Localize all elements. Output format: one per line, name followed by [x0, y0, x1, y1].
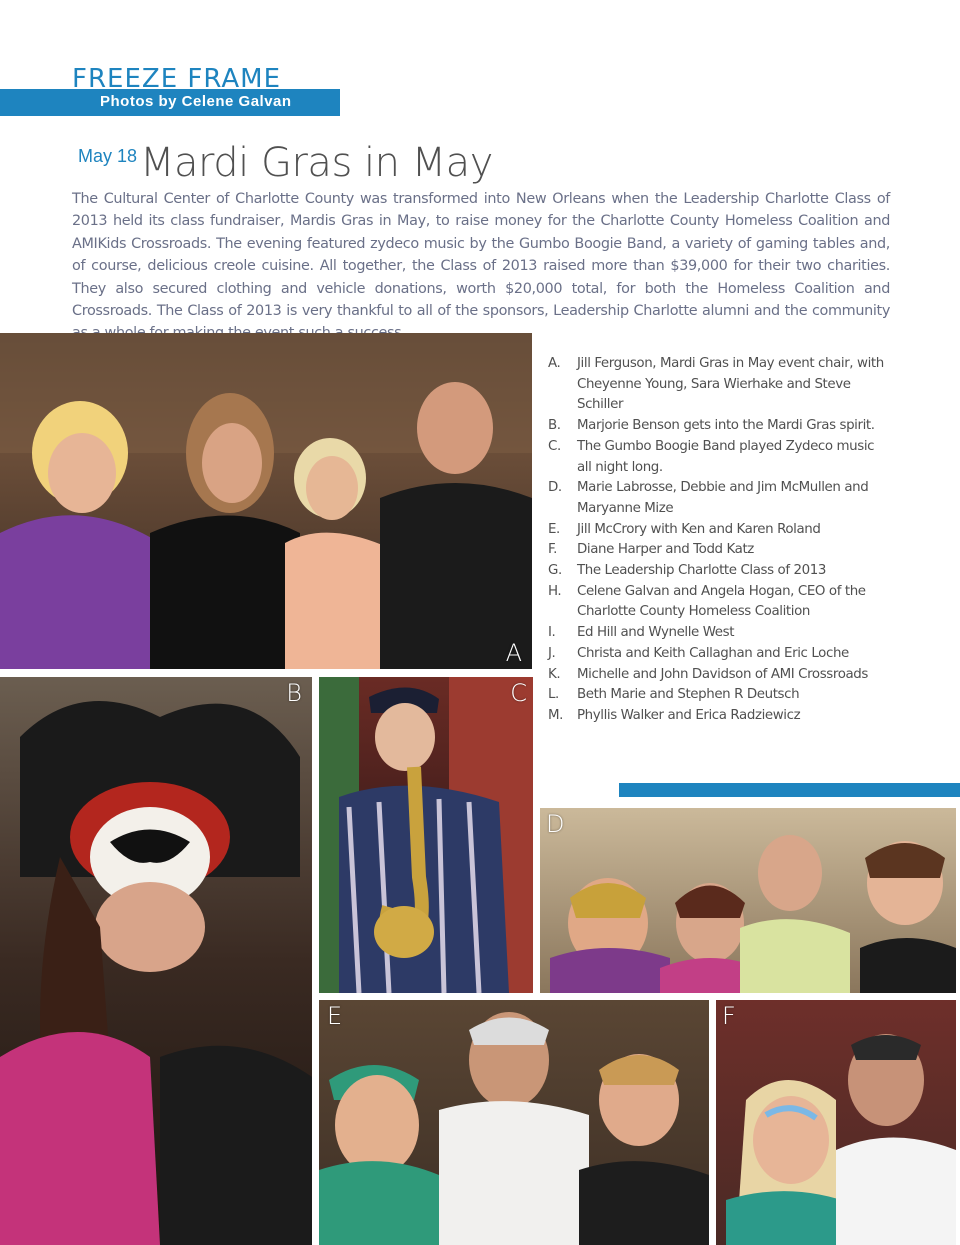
caption-item [548, 354, 888, 416]
caption-text: Beth Marie and Stephen R Deutsch [577, 687, 800, 703]
photo-d-illustration [540, 808, 956, 993]
caption-item [548, 540, 888, 561]
caption-item [548, 706, 888, 727]
caption-text: Diane Harper and Todd Katz [577, 542, 754, 558]
photo-b [0, 677, 312, 1245]
caption-item [548, 561, 888, 582]
caption-letter: G. [548, 563, 562, 579]
caption-item [548, 437, 888, 478]
caption-item [548, 665, 888, 686]
caption-letter: H. [548, 583, 562, 599]
photo-f-illustration [716, 1000, 956, 1245]
caption-letter: L. [548, 687, 559, 703]
caption-item [548, 644, 888, 665]
caption-text: Jill McCrory with Ken and Karen Roland [577, 521, 821, 537]
caption-item [548, 416, 888, 437]
caption-letter: A. [548, 356, 561, 371]
caption-letter: B. [548, 418, 561, 434]
photo-credit: Photos by Celene Galvan [100, 93, 292, 110]
caption-text: Ed Hill and Wynelle West [577, 625, 735, 641]
caption-item [548, 582, 888, 623]
caption-text: Phyllis Walker and Erica Radziewicz [577, 707, 801, 723]
caption-text: Marie Labrosse, Debbie and Jim McMullen and Maryanne Mize [577, 480, 869, 516]
caption-letter: I. [548, 625, 556, 641]
section-title: FREEZE FRAME [72, 64, 281, 89]
photo-a-illustration [0, 333, 532, 669]
caption-letter: C. [548, 438, 561, 454]
photo-f-label: F [722, 1002, 736, 1030]
caption-text: Marjorie Benson gets into the Mardi Gras spirit. [577, 418, 875, 434]
caption-item [548, 478, 888, 519]
caption-text: Christa and Keith Callaghan and Eric Loche [577, 645, 849, 661]
event-date: May 18 [78, 146, 138, 166]
caption-letter: E. [548, 521, 560, 537]
caption-list [548, 354, 888, 727]
caption-text: The Gumbo Boogie Band played Zydeco music all night long. [577, 438, 875, 475]
caption-item [548, 623, 888, 644]
caption-letter: J. [548, 645, 556, 661]
caption-letter: M. [548, 707, 564, 723]
decorative-blue-rule [619, 783, 960, 797]
caption-letter: F. [548, 542, 558, 558]
photo-a [0, 333, 532, 669]
photo-e [319, 1000, 709, 1245]
caption-item [548, 520, 888, 541]
photo-c-illustration [319, 677, 533, 993]
photo-b-label: B [286, 679, 302, 707]
photo-a-label: A [505, 639, 522, 667]
intro-paragraph: The Cultural Center of Charlotte County was transformed into New Orleans when the Leadership Charlotte Class of 2013 held its class fundraiser, Mardis Gras in May, to raise money for the Charlotte County Homeless Coalition and AMIKids Crossroads. The evening featured zydeco music by the Gumbo Boogie Band, a variety of gaming tables and, of course, delicious creole cuisine. All together, the Class of 2013 raised more than $39,000 for their two charities. They also secured clothing and vehicle donations, worth $20,000 total, for both the Homeless Coalition and Crossroads. The Class of 2013 is very thankful to all of the sponsors, Leadership Charlotte alumni and the community [72, 191, 890, 320]
caption-text: Jill Ferguson, Mardi Gras in May event chair, with Cheyenne Young, Sara Wierhake and Steve Schiller [577, 356, 884, 413]
caption-text: The Leadership Charlotte Class of 2013 [577, 563, 826, 579]
photo-f [716, 1000, 956, 1245]
photo-d-label: D [546, 810, 565, 838]
photo-b-illustration [0, 677, 312, 1245]
event-title: Mardi Gras in May [140, 140, 493, 186]
photo-c [319, 677, 533, 993]
caption-item [548, 685, 888, 706]
photo-d [540, 808, 956, 993]
caption-letter: K. [548, 666, 561, 682]
caption-text: Celene Galvan and Angela Hogan, CEO of the Charlotte County Homeless Coalition [577, 583, 866, 620]
caption-letter: D. [548, 480, 562, 496]
photo-e-label: E [327, 1002, 343, 1030]
caption-text: Michelle and John Davidson of AMI Crossroads [577, 666, 868, 682]
photo-c-label: C [510, 679, 527, 707]
photo-e-illustration [319, 1000, 709, 1245]
